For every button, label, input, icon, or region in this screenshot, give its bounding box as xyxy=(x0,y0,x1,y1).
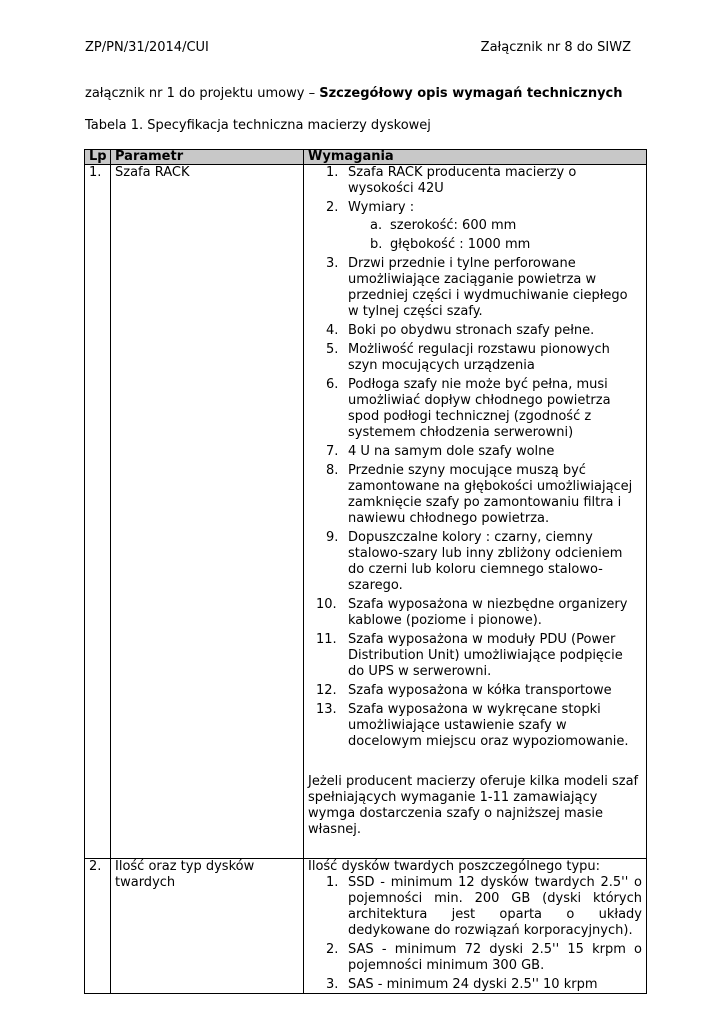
list-item: a. szerokość: 600 mm xyxy=(370,218,517,233)
row-requirements xyxy=(304,165,647,859)
list-item: 1. Szafa RACK producenta macierzy o wysokości 42U xyxy=(326,165,577,196)
table-header-row xyxy=(85,150,647,165)
list-item: 9. Dopuszczalne kolory : czarny, ciemny stalowo-szary lub inny zbliżony odcieniem do czerni lub koloru ciemnego stalowo-szarego. xyxy=(326,530,623,593)
dimensions-list xyxy=(348,218,642,253)
table-caption: Tabela 1. Specyfikacja techniczna macierzy dyskowej xyxy=(85,118,431,133)
disks-list xyxy=(308,875,642,993)
list-item: 10. Szafa wyposażona w niezbędne organizery kablowe (poziome i pionowe). xyxy=(316,597,628,628)
list-item: 4. Boki po obydwu stronach szafy pełne. xyxy=(326,323,595,338)
header-lp: Lp xyxy=(85,150,111,165)
list-item: 3. SAS - minimum 24 dyski 2.5'' 10 krpm xyxy=(326,977,598,992)
header-requirements: Wymagania xyxy=(304,150,647,165)
page-header xyxy=(85,40,631,58)
row-parameter: Szafa RACK xyxy=(111,165,304,859)
row-lp: 1. xyxy=(85,165,111,859)
intro-title: Szczegółowy opis wymagań technicznych xyxy=(319,86,623,101)
document-reference: ZP/PN/31/2014/CUI xyxy=(85,40,209,55)
list-item: 2. Wymiary : a. szerokość: 600 mm b. głębokość : 1000 mm xyxy=(308,200,642,253)
list-item: 5. Możliwość regulacji rozstawu pionowych szyn mocujących urządzenia xyxy=(326,342,610,373)
list-item: 1. SSD - minimum 12 dysków twardych 2.5'' o pojemności min. 200 GB (dyski których architektura jest oparta o układy dedykowane do rozwiązań korporacyjnych). xyxy=(326,875,642,938)
list-item: 12. Szafa wyposażona w kółka transportowe xyxy=(316,683,612,698)
intro-prefix: załącznik nr 1 do projektu umowy – xyxy=(85,86,320,101)
row-parameter: Ilość oraz typ dysków twardych xyxy=(111,859,304,994)
list-item: 8. Przednie szyny mocujące muszą być zamontowane na głębokości umożliwiającej zamknięcie szafy po zamontowaniu filtra i nawiewu chłodnego powietrza. xyxy=(326,463,633,526)
row-lp: 2. xyxy=(85,859,111,994)
list-item: 7. 4 U na samym dole szafy wolne xyxy=(326,444,555,459)
specification-table xyxy=(84,149,647,994)
row-requirements xyxy=(304,859,647,994)
list-item: 2. SAS - minimum 72 dyski 2.5'' 15 krpm o pojemności minimum 300 GB. xyxy=(326,942,642,973)
intro-line xyxy=(85,86,645,101)
table-row xyxy=(85,165,647,859)
list-item: 11. Szafa wyposażona w moduły PDU (Power Distribution Unit) umożliwiające podpięcie do UPS w serwerowni. xyxy=(316,632,623,679)
header-parameter: Parametr xyxy=(111,150,304,165)
list-item: b. głębokość : 1000 mm xyxy=(370,237,531,252)
list-item: 3. Drzwi przednie i tylne perforowane umożliwiające zaciąganie powietrza w przedniej części i wydmuchiwanie ciepłego w tylnej części szafy. xyxy=(326,256,628,319)
list-item: 13. Szafa wyposażona w wykręcane stopki umożliwiające ustawienie szafy w docelowym miejscu oraz wypoziomowanie. xyxy=(316,702,629,749)
cabinet-note: Jeżeli producent macierzy oferuje kilka modeli szaf spełniających wymaganie 1-11 zamawiający wymga dostarczenia szafy o najniższej masie własnej. xyxy=(308,774,639,837)
attachment-label: Załącznik nr 8 do SIWZ xyxy=(480,40,631,55)
requirements-list xyxy=(308,165,642,750)
table-row xyxy=(85,859,647,994)
list-item: 6. Podłoga szafy nie może być pełna, musi umożliwiać dopływ chłodnego powietrza spod podłogi technicznej (zgodność z systemem chłodzenia serwerowni) xyxy=(326,377,611,440)
disks-lead: Ilość dysków twardych poszczególnego typu: xyxy=(308,859,601,874)
